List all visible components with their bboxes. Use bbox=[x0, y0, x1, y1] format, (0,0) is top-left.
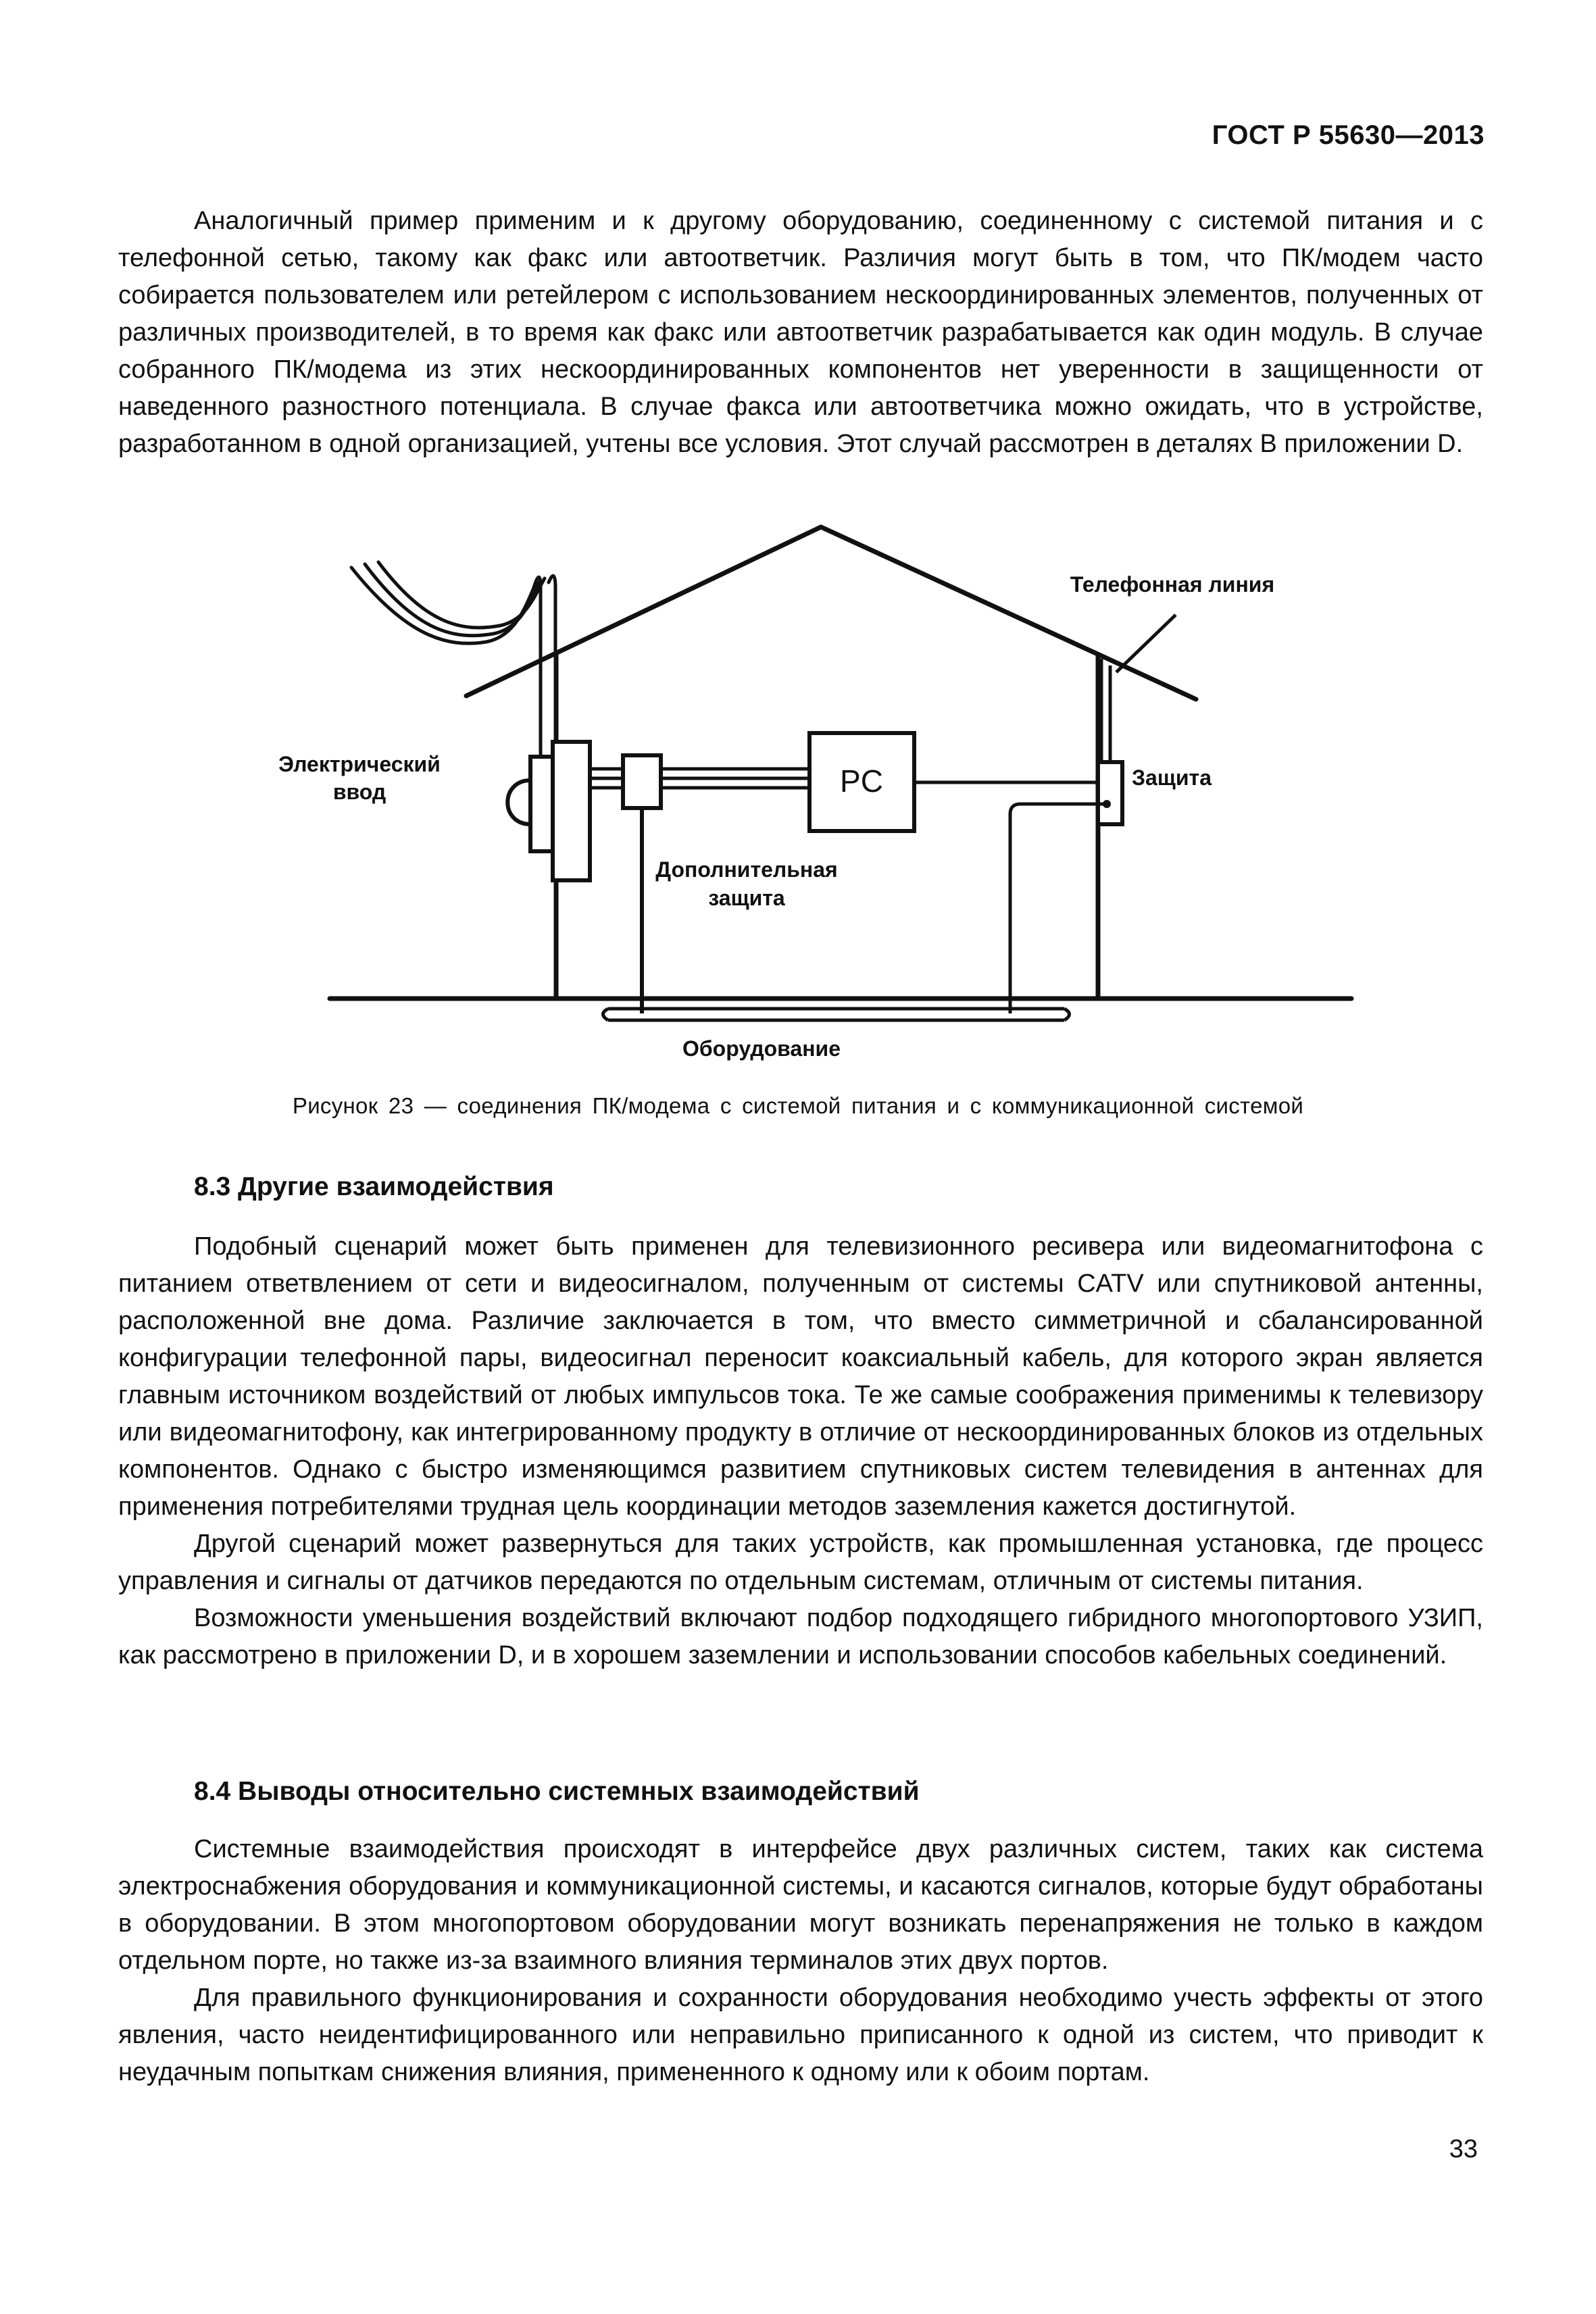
protection-ground-wire bbox=[1010, 804, 1105, 1013]
power-cable-icon bbox=[351, 562, 555, 757]
house-roof bbox=[466, 527, 1196, 699]
electric-meter bbox=[507, 742, 590, 880]
electric-input-label-line1: Электрический bbox=[278, 752, 441, 776]
electric-input-label-line2: ввод bbox=[332, 780, 386, 804]
paragraph: Другой сценарий может развернуться для таких устройств, как промышленная установка, где процесс управления и сигналы от датчиков передаются по отдельным системам, отличным от системы питания. bbox=[118, 1530, 1483, 1595]
paragraph: Для правильного функционирования и сохранности оборудования необходимо учесть эффекты от этого явления, часто неидентифицированного или неправильно приписанного к одной из систем, что приводит к неудачным попыткам снижения влияния, примененного к одному или к обоим портам. bbox=[118, 1984, 1483, 2086]
paragraph: Возможности уменьшения воздействий включают подбор подходящего гибридного многопортового УЗИП, как рассмотрено в приложении D, и в хорошем заземлении и использовании способов кабельных соединений. bbox=[118, 1604, 1483, 1669]
page-number: 33 bbox=[1449, 2135, 1478, 2163]
protection-label: Защита bbox=[1132, 765, 1212, 790]
telephone-line-label: Телефонная линия bbox=[1070, 572, 1275, 597]
extra-protection-label-line1: Дополнительная bbox=[655, 857, 838, 882]
paragraph: Аналогичный пример применим и к другому оборудованию, соединенному с системой питания и с телефонной сетью, такому как факс или автоответчик. Различия могут быть в том, что ПК/модем часто собирается пользователем или ретейлером с использованием нескоординированных элементов, полученных от различных производителей, в то время как факс или автоответчик разрабатывается как один модуль. В случае собранного ПК/модема из этих нескоординированных компонентов нет уверенности в защищенности от наведенного разностного потенциала. В случае факса или автоответчика можно ожидать, что в устройстве, разработанном в одной организацией, учтены все условия. Этот случай рассмотрен в деталях В приложении D. bbox=[118, 207, 1483, 458]
equipment-bus bbox=[603, 1009, 1070, 1020]
equipment-label: Оборудование bbox=[682, 1036, 841, 1061]
document-id-header: ГОСТ Р 55630—2013 bbox=[1212, 120, 1485, 150]
protection-box bbox=[1098, 762, 1122, 824]
extra-protection-label-line2: защита bbox=[708, 886, 785, 910]
figure-caption: Рисунок 23 — соединения ПК/модема с системой питания и с коммуникационной системой bbox=[292, 1093, 1304, 1118]
section-8-3-text bbox=[118, 1228, 1483, 1674]
extra-protection-box bbox=[623, 755, 661, 808]
telephone-line-icon bbox=[1101, 615, 1176, 762]
section-8-3-title: 8.3 Другие взаимодействия bbox=[194, 1172, 554, 1201]
paragraph: Подобный сценарий может быть применен для телевизионного ресивера или видеомагнитофона с питанием ответвлением от сети и видеосигналом, полученным от системы CATV или спутниковой антенны, расположенной вне дома. Различие заключается в том, что вместо симметричной и сбалансированной конфигурации телефонной пары, видеосигнал переносит коаксиальный кабель, для которого экран является главным источником воздействий от любых импульсов тока. Те же самые соображения применимы к телевизору или видеомагнитофону, как интегрированному продукту в отличие от нескоординированных блоков из отдельных компонентов. Однако с быстро изменяющимся развитием спутниковых систем телевидения в антеннах для применения потребителями трудная цель координации методов заземления кажется достигнутой. bbox=[118, 1232, 1483, 1521]
section-8-4-text bbox=[118, 1831, 1483, 2091]
paragraph: Системные взаимодействия происходят в интерфейсе двух различных систем, таких как система электроснабжения оборудования и коммуникационной системы, и касаются сигналов, которые будут обработаны в оборудовании. В этом многопортовом оборудовании могут возникать перенапряжения не только в каждом отдельном порте, но также из-за взаимного влияния терминалов этих двух портов. bbox=[118, 1835, 1483, 1975]
section-8-4-title: 8.4 Выводы относительно системных взаимодействий bbox=[194, 1777, 920, 1806]
pc-label: PC bbox=[840, 763, 883, 799]
